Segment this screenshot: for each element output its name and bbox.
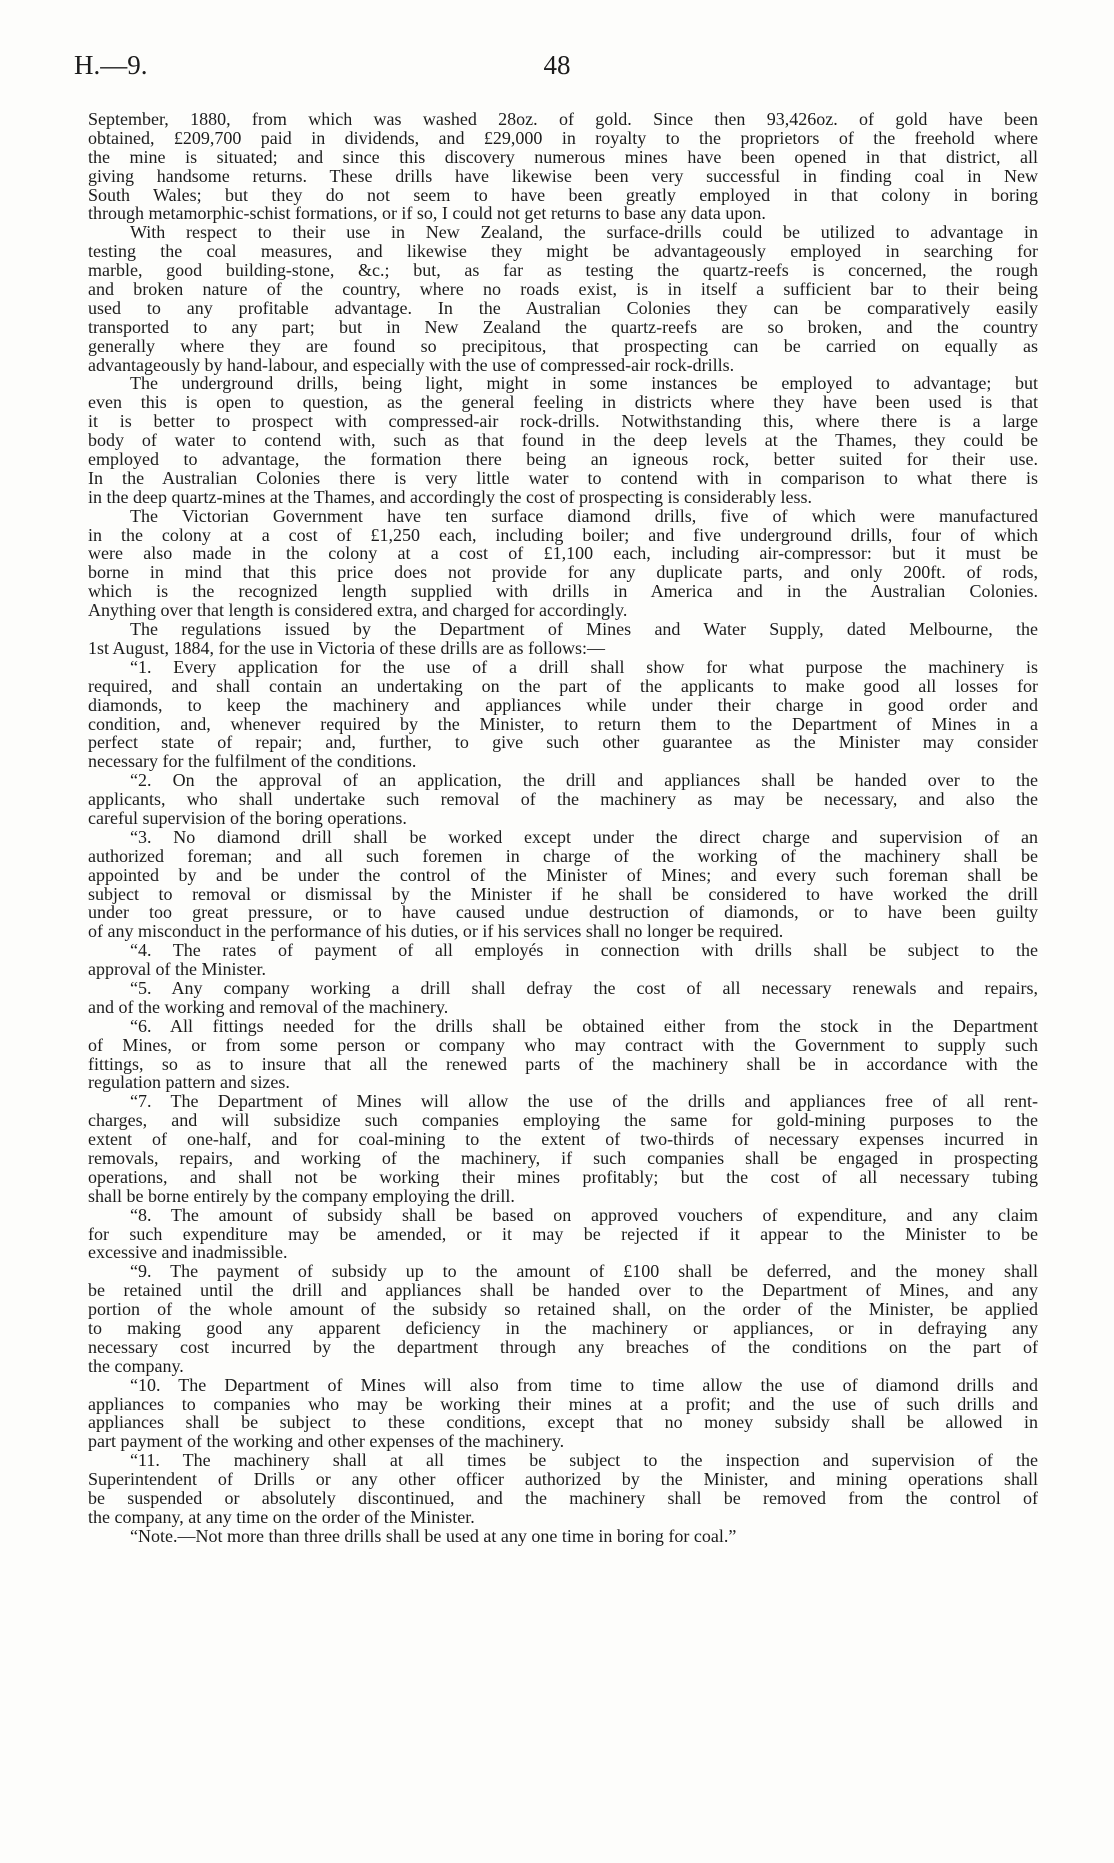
text-line: regulation pattern and sizes. xyxy=(88,1072,290,1093)
text-line: authorized foreman; and all such foremen in charge of the working of the machinery shall be xyxy=(88,845,1038,866)
text-line: necessary cost incurred by the department through any breaches of the conditions on the part of xyxy=(88,1336,1038,1357)
text-line: “6. All fittings needed for the drills shall be obtained either from the stock in the Department xyxy=(130,1015,1038,1036)
text-line: fittings, so as to insure that all the renewed parts of the machinery shall be in accordance with the xyxy=(88,1053,1038,1074)
text-line: approval of the Minister. xyxy=(88,959,266,980)
text-line: The regulations issued by the Department of Mines and Water Supply, dated Melbourne, the xyxy=(130,619,1038,640)
text-line: which is the recognized length supplied with drills in America and in the Australian Colonies. xyxy=(88,581,1038,602)
text-line: of any misconduct in the performance of his duties, or if his services shall no longer be required. xyxy=(88,921,784,942)
text-line: for such expenditure may be amended, or it may be rejected if it appear to the Minister to be xyxy=(88,1223,1038,1244)
text-line: “7. The Department of Mines will allow the use of the drills and appliances free of all rent- xyxy=(130,1091,1038,1112)
text-line: appointed by and be under the control of the Minister of Mines; and every such foreman shall be xyxy=(88,864,1038,885)
text-line: transported to any part; but in New Zealand the quartz-reefs are so broken, and the country xyxy=(88,316,1038,337)
text-line: Superintendent of Drills or any other officer authorized by the Minister, and mining operations shall xyxy=(88,1469,1038,1490)
text-line: “11. The machinery shall at all times be subject to the inspection and supervision of the xyxy=(130,1450,1038,1471)
text-line: With respect to their use in New Zealand, the surface-drills could be utilized to advantage in xyxy=(130,222,1038,243)
text-line: “1. Every application for the use of a drill shall show for what purpose the machinery is xyxy=(130,656,1038,677)
text-line: appliances to companies who may be working their mines at a profit; and the use of such drills and xyxy=(88,1393,1038,1414)
text-line: even this is open to question, as the general feeling in districts where they have been used is that xyxy=(88,392,1038,413)
text-line: charges, and will subsidize such companies employing the same for gold-mining purposes to the xyxy=(88,1110,1038,1131)
text-line: careful supervision of the boring operations. xyxy=(88,807,407,828)
text-line: it is better to prospect with compressed-air rock-drills. Notwithstanding this, where there is a large xyxy=(88,411,1038,432)
text-line: be suspended or absolutely discontinued, and the machinery shall be removed from the control of xyxy=(88,1488,1038,1509)
text-line: body of water to contend with, such as that found in the deep levels at the Thames, they could be xyxy=(88,430,1038,451)
text-line: South Wales; but they do not seem to have been greatly employed in that colony in boring xyxy=(88,184,1038,205)
text-line: shall be borne entirely by the company employing the drill. xyxy=(88,1185,515,1206)
text-line: be retained until the drill and appliances shall be handed over to the Department of Mines, and any xyxy=(88,1280,1038,1301)
text-line: applicants, who shall undertake such removal of the machinery as may be necessary, and also the xyxy=(88,789,1038,810)
text-line: 1st August, 1884, for the use in Victoria of these drills are as follows:— xyxy=(88,637,606,658)
text-line: of Mines, or from some person or company who may contract with the Government to supply such xyxy=(88,1034,1038,1055)
text-line: testing the coal measures, and likewise they might be advantageously employed in searching for xyxy=(88,241,1038,262)
text-line: appliances shall be subject to these conditions, except that no money subsidy shall be allowed in xyxy=(88,1412,1038,1433)
text-line: necessary for the fulfilment of the conditions. xyxy=(88,751,417,772)
text-line: The Victorian Government have ten surface diamond drills, five of which were manufactured xyxy=(130,505,1038,526)
text-line: “3. No diamond drill shall be worked except under the direct charge and supervision of an xyxy=(130,826,1038,847)
text-line: generally where they are found so precipitous, that prospecting can be carried on equally as xyxy=(88,335,1038,356)
text-line: in the colony at a cost of £1,250 each, including boiler; and five underground drills, four of which xyxy=(88,524,1038,545)
text-line: extent of one-half, and for coal-mining to the extent of two-thirds of necessary expenses incurred in xyxy=(88,1129,1038,1150)
text-line: the company, at any time on the order of the Minister. xyxy=(88,1506,475,1527)
text-line: under too great pressure, or to have caused undue destruction of diamonds, or to have been guilty xyxy=(88,902,1038,923)
text-line: obtained, £209,700 paid in dividends, and £29,000 in royalty to the proprietors of the freehold where xyxy=(88,127,1038,148)
text-line: In the Australian Colonies there is very little water to contend with in comparison to what there is xyxy=(88,467,1038,488)
text-line: giving handsome returns. These drills have likewise been very successful in finding coal in New xyxy=(88,165,1038,186)
text-line: marble, good building-stone, &c.; but, as far as testing the quartz-reefs is concerned, the rough xyxy=(88,260,1038,281)
page-header xyxy=(0,50,1114,90)
text-line: through metamorphic-schist formations, or if so, I could not get returns to base any data upon. xyxy=(88,203,766,224)
text-line: borne in mind that this price does not provide for any duplicate parts, and only 200ft. of rods, xyxy=(88,562,1038,583)
text-line: the company. xyxy=(88,1355,184,1376)
text-line: the mine is situated; and since this discovery numerous mines have been opened in that district, all xyxy=(88,146,1038,167)
body-text xyxy=(88,110,1038,1546)
text-line: “8. The amount of subsidy shall be based on approved vouchers of expenditure, and any claim xyxy=(130,1204,1038,1225)
text-line: excessive and inadmissible. xyxy=(88,1242,288,1263)
text-line: “10. The Department of Mines will also from time to time allow the use of diamond drills and xyxy=(130,1374,1038,1395)
text-line: employed to advantage, the formation there being an igneous rock, better suited for their use. xyxy=(88,449,1038,470)
text-line: “5. Any company working a drill shall defray the cost of all necessary renewals and repairs, xyxy=(130,977,1038,998)
text-line: September, 1880, from which was washed 28oz. of gold. Since then 93,426oz. of gold have been xyxy=(88,109,1038,129)
text-line: “Note.—Not more than three drills shall be used at any one time in boring for coal.” xyxy=(130,1525,737,1546)
text-line: and of the working and removal of the machinery. xyxy=(88,996,449,1017)
text-line: The underground drills, being light, might in some instances be employed to advantage; but xyxy=(130,373,1038,394)
text-line: advantageously by hand-labour, and especially with the use of compressed-air rock-drills. xyxy=(88,354,735,375)
text-line: in the deep quartz-mines at the Thames, and accordingly the cost of prospecting is considerably less. xyxy=(88,486,812,507)
text-line: were also made in the colony at a cost of £1,100 each, including air-compressor: but it must be xyxy=(88,543,1038,564)
text-line: perfect state of repair; and, further, to give such other guarantee as the Minister may consider xyxy=(88,732,1038,753)
text-line: “9. The payment of subsidy up to the amount of £100 shall be deferred, and the money shall xyxy=(130,1261,1038,1282)
text-line: required, and shall contain an undertaking on the part of the applicants to make good all losses for xyxy=(88,675,1038,696)
document-reference: H.—9. xyxy=(74,50,148,80)
text-line: and broken nature of the country, where no roads exist, is in itself a sufficient bar to their being xyxy=(88,279,1038,300)
text-line: used to any profitable advantage. In the Australian Colonies they can be comparatively easily xyxy=(88,297,1038,318)
text-line: condition, and, whenever required by the Minister, to return them to the Department of Mines in a xyxy=(88,713,1038,734)
text-line: “2. On the approval of an application, the drill and appliances shall be handed over to the xyxy=(130,770,1038,791)
text-line: part payment of the working and other expenses of the machinery. xyxy=(88,1431,565,1452)
text-line: subject to removal or dismissal by the Minister if he shall be considered to have worked the drill xyxy=(88,883,1038,904)
text-line: to making good any apparent deficiency in the machinery or appliances, or in defraying any xyxy=(88,1318,1038,1338)
text-line: diamonds, to keep the machinery and appliances while under their charge in good order and xyxy=(88,694,1038,715)
text-line: portion of the whole amount of the subsidy so retained shall, on the order of the Minister, be applied xyxy=(88,1299,1038,1320)
text-line: Anything over that length is considered extra, and charged for accordingly. xyxy=(88,600,628,621)
page-number: 48 xyxy=(543,50,571,80)
text-line: operations, and shall not be working their mines profitably; but the cost of all necessary tubing xyxy=(88,1166,1038,1187)
text-line: removals, repairs, and working of the machinery, if such companies shall be engaged in prospecting xyxy=(88,1147,1038,1168)
text-line: “4. The rates of payment of all employés in connection with drills shall be subject to the xyxy=(130,940,1038,961)
